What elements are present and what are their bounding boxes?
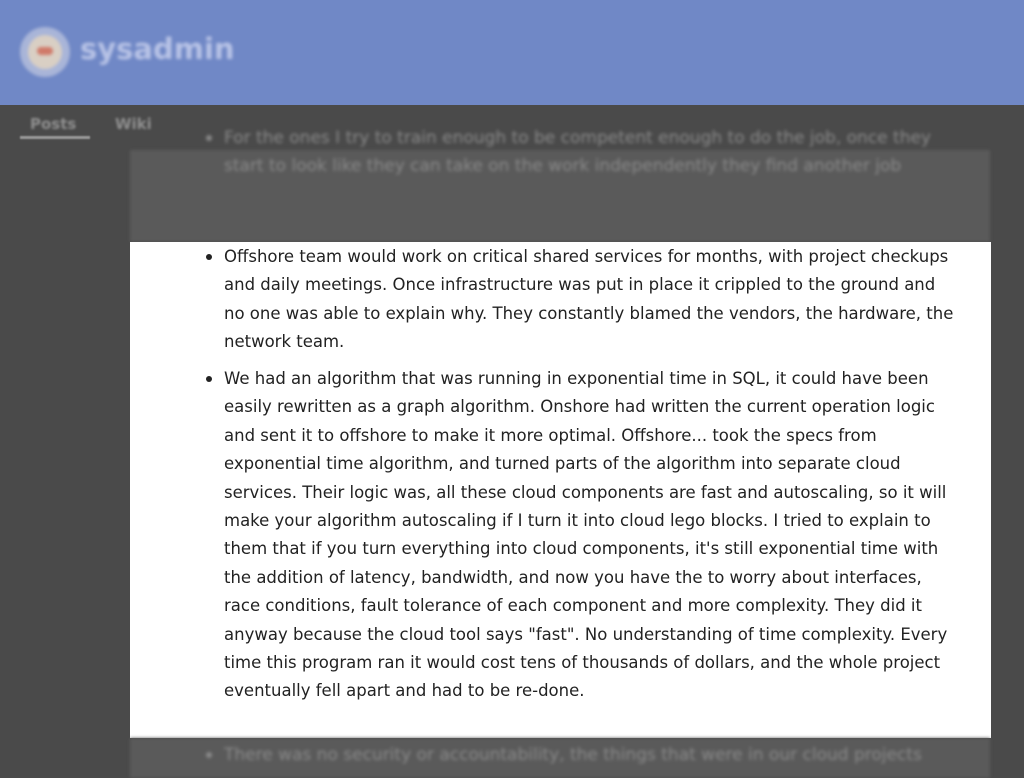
subreddit-title[interactable]: sysadmin: [80, 32, 235, 66]
blurred-post-content-below: [130, 738, 990, 778]
highlighted-post-excerpt: [130, 242, 991, 738]
active-tab-indicator: [20, 136, 90, 139]
subreddit-header: [0, 0, 1024, 105]
previous-list-item: For the ones I try to train enough to be competent enough to do the job, once they start to look like they can take on the work independently they find another job: [224, 124, 964, 180]
tab-wiki[interactable]: Wiki: [115, 115, 152, 133]
tab-posts[interactable]: Posts: [30, 115, 77, 133]
subreddit-avatar-icon[interactable]: [20, 27, 70, 77]
next-list-item: There was no security or accountability, the things that were in our cloud projects: [224, 741, 964, 769]
blurred-post-content-above: [130, 128, 990, 242]
list-item: Offshore team would work on critical shared services for months, with project checkups and daily meetings. Once infrastructure was put in place it crippled to the ground and no one was able to explain why. They constantly blamed the vendors, the hardware, the network team.: [224, 243, 959, 357]
list-item: We had an algorithm that was running in exponential time in SQL, it could have been easily rewritten as a graph algorithm. Onshore had written the current operation logic and sent it to offshore to make it more optimal. Offshore... took the specs from exponential time algorithm, and turned parts of the algorithm into separate cloud services. Their logic was, all these cloud components are fast and autoscaling, so it will make your algorithm autoscaling if I turn it into cloud lego blocks. I tried to explain to them that if you turn everything into cloud components, it's still exponential time with the addition of latency, bandwidth, and now you have the to worry about interfaces, race conditions, fault tolerance of each component and more complexity. They did it anyway because the cloud tool says "fast". No understanding of time complexity. Every time this program ran it would cost tens of thousands of dollars, and the whole project eventually fell apart and had to be re-done.: [224, 365, 959, 706]
